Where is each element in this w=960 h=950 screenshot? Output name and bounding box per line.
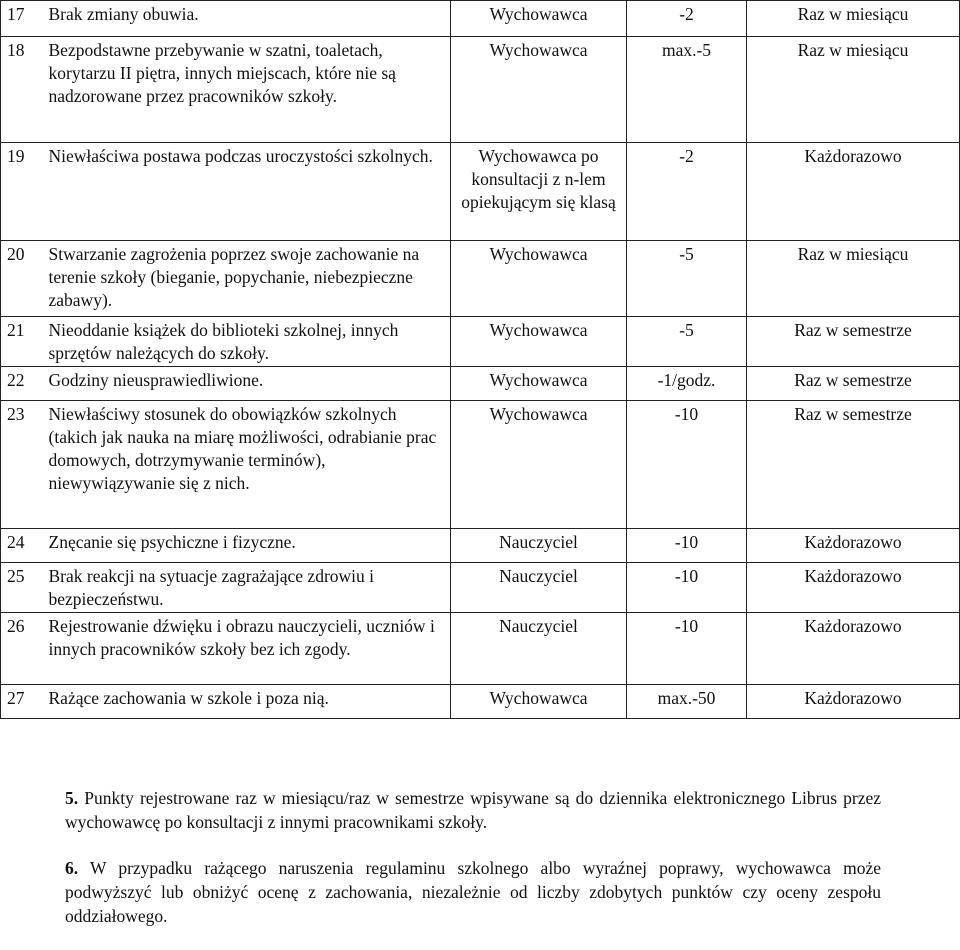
row-number: 21 (1, 317, 41, 367)
frequency: Każdorazowo (747, 143, 960, 241)
responsible-person: Wychowawca (451, 317, 627, 367)
behavior-description: Godziny nieusprawiedliwione. (41, 367, 451, 401)
row-number: 24 (1, 529, 41, 563)
table-row (1, 317, 960, 367)
responsible-person: Wychowawca (451, 367, 627, 401)
notes-section (65, 786, 881, 950)
points-value: -5 (627, 317, 747, 367)
note-text: W przypadku rażącego naruszenia regulaminu szkolnego albo wyraźnej poprawy, wychowawca może podwyższyć lub obniżyć ocenę z zachowania, niezależnie od liczby zdobytych punktów czy oceny zespołu oddziałowego. (65, 858, 881, 926)
table-row (1, 241, 960, 317)
points-value: -2 (627, 143, 747, 241)
frequency: Każdorazowo (747, 613, 960, 685)
points-value: -5 (627, 241, 747, 317)
row-number: 22 (1, 367, 41, 401)
frequency: Każdorazowo (747, 685, 960, 719)
behavior-description: Brak zmiany obuwia. (41, 1, 451, 37)
table-row (1, 37, 960, 143)
responsible-person: Wychowawca (451, 241, 627, 317)
frequency: Raz w miesiącu (747, 1, 960, 37)
row-number: 18 (1, 37, 41, 143)
row-number: 27 (1, 685, 41, 719)
frequency: Każdorazowo (747, 563, 960, 613)
behavior-description: Bezpodstawne przebywanie w szatni, toaletach, korytarzu II piętra, innych miejscach, które nie są nadzorowane przez pracowników szkoły. (41, 37, 451, 143)
responsible-person: Nauczyciel (451, 563, 627, 613)
points-value: -10 (627, 613, 747, 685)
note-5 (65, 786, 881, 834)
responsible-person: Wychowawca (451, 1, 627, 37)
behavior-description: Nieoddanie książek do biblioteki szkolnej, innych sprzętów należących do szkoły. (41, 317, 451, 367)
table-row (1, 685, 960, 719)
points-value: -10 (627, 529, 747, 563)
table-row (1, 401, 960, 529)
row-number: 23 (1, 401, 41, 529)
note-text: Punkty rejestrowane raz w miesiącu/raz w semestrze wpisywane są do dziennika elektronicznego Librus przez wychowawcę po konsultacji z innymi pracownikami szkoły. (65, 788, 882, 832)
points-value: -10 (627, 401, 747, 529)
note-number: 6. (65, 858, 79, 878)
responsible-person: Nauczyciel (451, 613, 627, 685)
note-6 (65, 856, 881, 928)
frequency: Każdorazowo (747, 529, 960, 563)
row-number: 17 (1, 1, 41, 37)
note-number: 5. (65, 788, 79, 808)
row-number: 19 (1, 143, 41, 241)
row-number: 25 (1, 563, 41, 613)
behavior-description: Niewłaściwy stosunek do obowiązków szkolnych (takich jak nauka na miarę możliwości, odrabianie prac domowych, dotrzymywanie terminów), niewywiązywanie się z nich. (41, 401, 451, 529)
table-row (1, 563, 960, 613)
responsible-person: Nauczyciel (451, 529, 627, 563)
table-row (1, 367, 960, 401)
responsible-person: Wychowawca po konsultacji z n-lem opiekującym się klasą (451, 143, 627, 241)
points-value: -2 (627, 1, 747, 37)
behavior-description: Znęcanie się psychiczne i fizyczne. (41, 529, 451, 563)
points-value: -1/godz. (627, 367, 747, 401)
points-value: max.-5 (627, 37, 747, 143)
row-number: 26 (1, 613, 41, 685)
responsible-person: Wychowawca (451, 401, 627, 529)
points-value: -10 (627, 563, 747, 613)
frequency: Raz w semestrze (747, 317, 960, 367)
frequency: Raz w semestrze (747, 367, 960, 401)
table-row (1, 1, 960, 37)
behavior-description: Brak reakcji na sytuacje zagrażające zdrowiu i bezpieczeństwu. (41, 563, 451, 613)
frequency: Raz w semestrze (747, 401, 960, 529)
behavior-description: Rażące zachowania w szkole i poza nią. (41, 685, 451, 719)
table-row (1, 143, 960, 241)
table-row (1, 529, 960, 563)
responsible-person: Wychowawca (451, 37, 627, 143)
responsible-person: Wychowawca (451, 685, 627, 719)
frequency: Raz w miesiącu (747, 37, 960, 143)
points-value: max.-50 (627, 685, 747, 719)
behavior-description: Niewłaściwa postawa podczas uroczystości szkolnych. (41, 143, 451, 241)
table-row (1, 613, 960, 685)
behavior-description: Rejestrowanie dźwięku i obrazu nauczycieli, uczniów i innych pracowników szkoły bez ich zgody. (41, 613, 451, 685)
behavior-description: Stwarzanie zagrożenia poprzez swoje zachowanie na terenie szkoły (bieganie, popychanie, niebezpieczne zabawy). (41, 241, 451, 317)
row-number: 20 (1, 241, 41, 317)
frequency: Raz w miesiącu (747, 241, 960, 317)
